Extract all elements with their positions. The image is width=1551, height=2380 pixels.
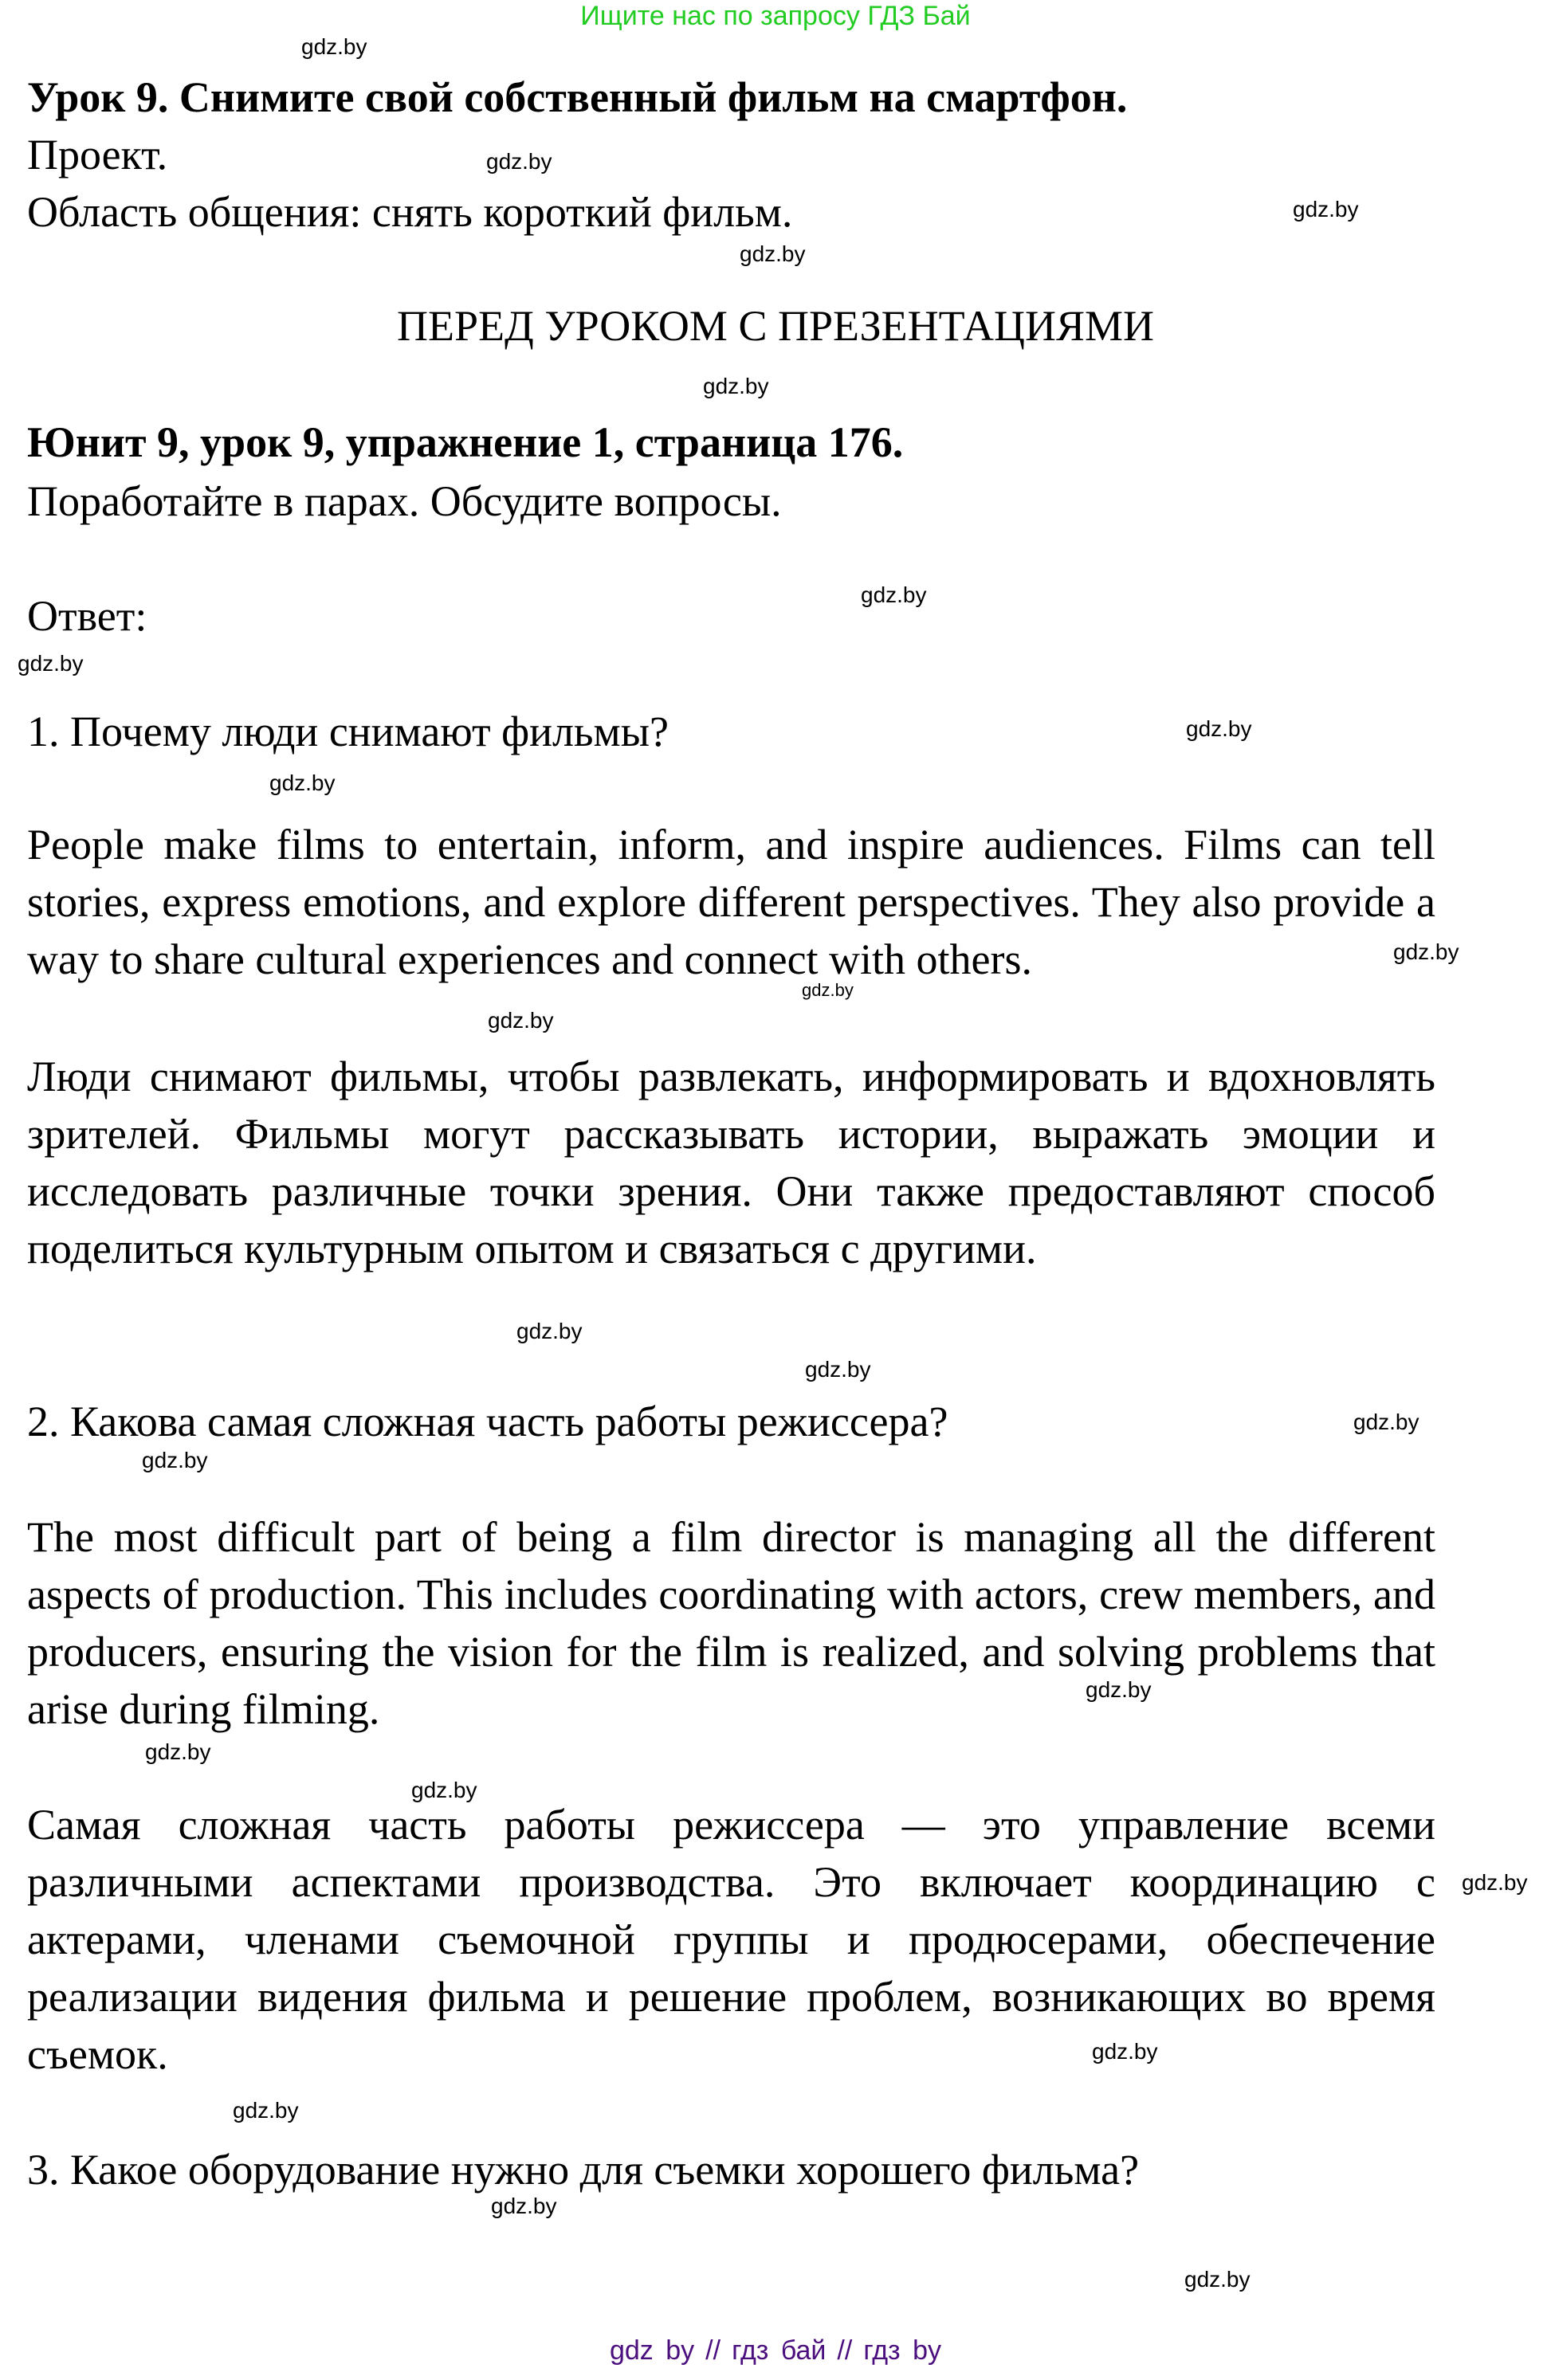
answer-label: Ответ: <box>27 592 147 640</box>
answer-1-ru: Люди снимают фильмы, чтобы развлекать, информировать и вдохновлять зрителей. Фильмы могут рассказывать истории, выражать эмоции и исследовать различные точки зрения. Они также предоставляют способ поделиться культурным опытом и связаться с другими. <box>27 1053 1435 1272</box>
watermark: gdz.by <box>1186 716 1252 741</box>
watermark: gdz.by <box>233 2098 299 2123</box>
watermark: gdz.by <box>491 2194 557 2218</box>
section-heading: ПЕРЕД УРОКОМ С ПРЕЗЕНТАЦИЯМИ <box>397 302 1154 350</box>
watermark: gdz.by <box>1462 1870 1528 1895</box>
footer-separator: // <box>705 2335 721 2366</box>
watermark: gdz.by <box>142 1448 208 1472</box>
watermark: gdz.by <box>301 34 367 59</box>
exercise-instruction: Поработайте в парах. Обсудите вопросы. <box>27 477 782 525</box>
watermark: gdz.by <box>488 1008 554 1033</box>
question-2: 2. Какова самая сложная часть работы режиссера? <box>27 1398 948 1445</box>
footer-link-gdz-by[interactable]: gdz by <box>609 2335 695 2366</box>
lesson-area: Область общения: снять короткий фильм. <box>27 188 793 236</box>
watermark: gdz.by <box>805 1357 871 1382</box>
lesson-title: Урок 9. Снимите свой собственный фильм на смартфон. <box>27 73 1128 121</box>
footer-separator: // <box>837 2335 853 2366</box>
footer-links <box>0 2335 1551 2366</box>
watermark: gdz.by <box>1086 1677 1152 1702</box>
watermark: gdz.by <box>1353 1410 1419 1434</box>
watermark: gdz.by <box>861 582 927 607</box>
watermark: gdz.by <box>18 651 84 676</box>
question-1: 1. Почему люди снимают фильмы? <box>27 708 669 755</box>
answer-2-ru: Самая сложная часть работы режиссера — это управление всеми различными аспектами производства. Это включает координацию с актерами, членами съемочной группы и продюсерами, обеспечение реализации видения фильма и решение проблем, возникающих во время съемок. <box>27 1801 1435 2078</box>
watermark: gdz.by <box>1293 197 1359 222</box>
watermark: gdz.by <box>516 1319 583 1343</box>
watermark: gdz.by <box>1184 2267 1251 2292</box>
watermark: gdz.by <box>802 980 854 1000</box>
footer-link-gdz-bai[interactable]: гдз бай <box>732 2335 827 2366</box>
watermark: gdz.by <box>269 770 336 795</box>
watermark: gdz.by <box>411 1778 477 1802</box>
watermark: gdz.by <box>1092 2039 1158 2064</box>
watermark: gdz.by <box>703 374 769 398</box>
answer-2-en: The most difficult part of being a film director is managing all the different aspects of production. This includes coordinating with actors, crew members, and producers, ensuring the vision for the film is realized, and solving problems that arise during filming. <box>27 1513 1435 1733</box>
lesson-type: Проект. <box>27 131 168 178</box>
answer-1-en: People make films to entertain, inform, and inspire audiences. Films can tell stories, express emotions, and explore different perspectives. They also provide a way to share cultural experiences and connect with others. <box>27 821 1435 983</box>
footer-link-gdz-by-cyr[interactable]: гдз by <box>863 2335 941 2366</box>
watermark: gdz.by <box>1393 939 1459 964</box>
search-banner: Ищите нас по запросу ГДЗ Бай <box>580 1 971 31</box>
watermark: gdz.by <box>486 149 552 174</box>
question-3: 3. Какое оборудование нужно для съемки хорошего фильма? <box>27 2146 1140 2194</box>
watermark: gdz.by <box>740 241 806 266</box>
exercise-heading: Юнит 9, урок 9, упражнение 1, страница 176. <box>27 418 904 466</box>
watermark: gdz.by <box>145 1739 211 1764</box>
